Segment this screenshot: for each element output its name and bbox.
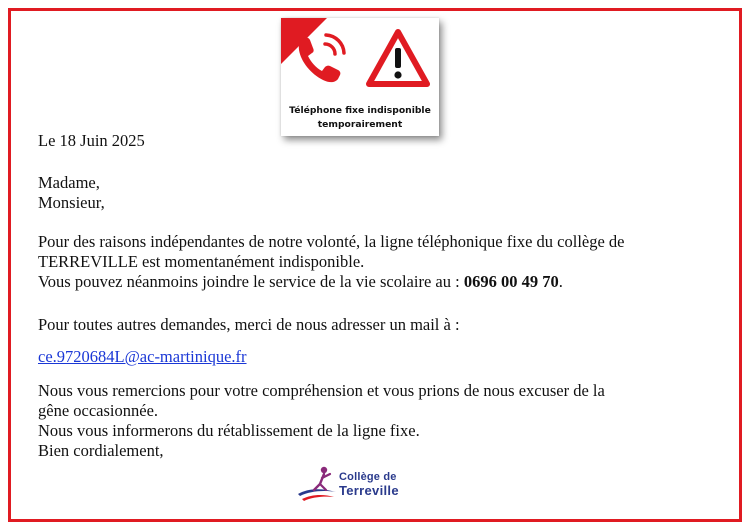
letter-date: Le 18 Juin 2025 <box>38 131 145 150</box>
college-logo-line2: Terreville <box>339 483 399 498</box>
notice-caption-line1: Téléphone fixe indisponible <box>289 105 431 116</box>
email-link[interactable]: ce.9720684L@ac-martinique.fr <box>38 347 247 366</box>
paragraph-unavailability-line1: Pour des raisons indépendantes de notre volonté, la ligne téléphonique fixe du collège de <box>38 232 625 251</box>
college-logo-line1: Collège de <box>339 471 397 483</box>
contact-suffix: . <box>558 272 563 291</box>
salutation <box>38 173 105 213</box>
contact-prefix: Vous pouvez néanmoins joindre le service de la vie scolaire au : <box>38 272 464 291</box>
paragraph-contact-line <box>38 272 625 292</box>
closing-line2: gêne occasionnée. <box>38 401 159 420</box>
notice-caption-line2: temporairement <box>317 119 403 130</box>
closing-line1: Nous vous remercions pour votre compréhension et vous prions de nous excuser de la <box>38 381 605 400</box>
paragraph-unavailability-line2: TERREVILLE est momentanément indisponible. <box>38 252 365 271</box>
paragraph-email-request: Pour toutes autres demandes, merci de nous adresser un mail à : <box>38 315 460 334</box>
college-logo <box>296 464 436 504</box>
salutation-line2: Monsieur, <box>38 193 105 212</box>
closing-line4: Bien cordialement, <box>38 441 164 460</box>
phone-ringing-icon <box>289 26 355 92</box>
salutation-line1: Madame, <box>38 173 100 192</box>
warning-triangle-icon <box>365 28 431 88</box>
college-logo-text <box>339 470 399 498</box>
notice-caption <box>285 104 435 132</box>
college-emblem-icon <box>296 464 340 504</box>
closing-line3: Nous vous informerons du rétablissement de la ligne fixe. <box>38 421 420 440</box>
vie-scolaire-phone-number: 0696 00 49 70 <box>463 272 559 291</box>
closing-paragraph <box>38 381 605 461</box>
unavailable-phone-notice <box>281 18 439 136</box>
paragraph-unavailability <box>38 232 625 292</box>
